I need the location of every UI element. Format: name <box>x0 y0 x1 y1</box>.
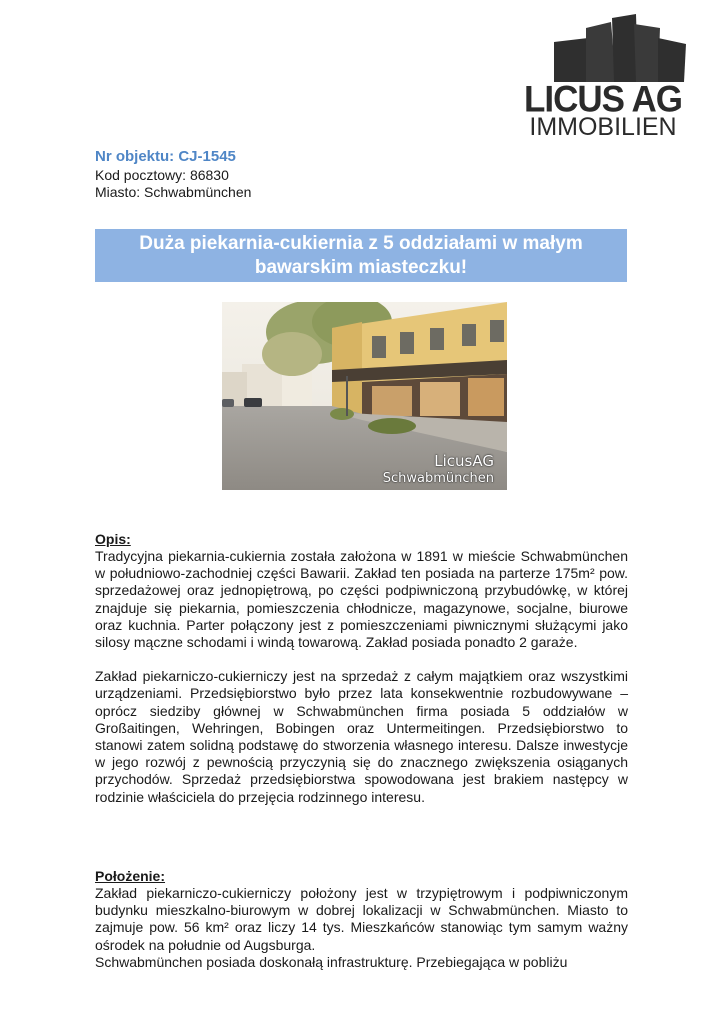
listing-title-banner <box>95 229 627 282</box>
description-heading: Opis: <box>95 531 131 547</box>
postal-code: Kod pocztowy: 86830 <box>95 167 229 183</box>
description-section <box>95 531 628 806</box>
logo-buildings-graphic <box>508 14 698 84</box>
description-paragraph-2: Zakład piekarniczo-cukierniczy jest na sprzedaż z całym majątkiem oraz wszystkimi urządzeniami. Przedsiębiorstwo było przez lata konsekwentnie rozbudowywane – oprócz siedziby głównej w Schwabmünchen firma posiada 5 oddziałów w Großaitingen, Wehringen, Bobingen oraz Untermeitingen. Przedsiębiorstwo to stanowi zatem solidną podstawę do stworzenia własnego interesu. Dalsze inwestycje w jego rozwój z pewnością przyczynią się do znacznego zwiększenia osiąganych przychodów. Sprzedaż przedsiębiorstwa spowodowana jest brakiem następcy w rodzinie właściciela do przejęcia rodzinnego interesu. <box>95 668 628 805</box>
location-heading: Położenie: <box>95 868 166 884</box>
company-logo <box>508 14 698 141</box>
object-info <box>95 147 495 201</box>
listing-title-line-1: Duża piekarnia-cukiernia z 5 oddziałami w małym <box>139 233 583 254</box>
property-photo <box>222 302 507 490</box>
logo-subtitle: IMMOBILIEN <box>529 113 677 141</box>
location-paragraph-2: Schwabmünchen posiada doskonałą infrastrukturę. Przebiegająca w pobliżu <box>95 953 568 970</box>
location-section <box>95 868 628 971</box>
description-paragraph-1: Tradycyjna piekarnia-cukiernia została założona w 1891 w mieście Schwabmünchen w południowo-zachodniej części Bawarii. Zakład ten posiada na parterze 175m² pow. sprzedażowej oraz jednopiętrową, po części podpiwniczoną przybudówkę, w której znajduje się piekarnia, pomieszczenia chłodnicze, magazynowe, socjalne, biurowe oraz kuchnia. Parter połączony jest z pomieszczeniami piwnicznymi służącymi jako silosy mączne schodami i windą towarową. Zakład posiada ponadto 2 garaże. <box>95 548 628 651</box>
photo-watermark-city: Schwabmünchen <box>382 471 494 486</box>
photo-watermark-company: LicusAG <box>434 452 494 470</box>
listing-title-line-2: bawarskim miasteczku! <box>254 257 468 278</box>
city: Miasto: Schwabmünchen <box>95 184 252 200</box>
logo-wordmark: LICUS AG <box>524 79 682 120</box>
location-paragraph-1: Zakład piekarniczo-cukierniczy położony jest w trzypiętrowym i podpiwniczonym budynku mieszkalno-biurowym w dobrej lokalizacji w Schwabmünchen. Miasto to zajmuje pow. 56 km² oraz liczy 14 tys. Mieszkańców stanowiąc tym samym ważny ośrodek na południe od Augsburga. <box>95 885 628 953</box>
object-number: Nr objektu: CJ-1545 <box>95 148 236 165</box>
